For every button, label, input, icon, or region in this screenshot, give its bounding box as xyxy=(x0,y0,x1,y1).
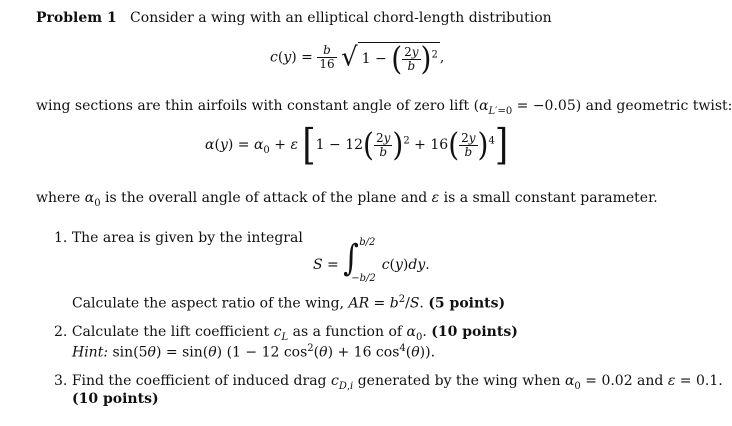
item-2-number: 2. xyxy=(54,324,68,340)
where-text-a: where xyxy=(36,190,85,206)
item-1-calc-text: Calculate the aspect ratio of the wing, xyxy=(72,295,349,312)
hint-label: Hint: xyxy=(72,344,109,361)
chord-coef-den: 16 xyxy=(319,57,335,71)
area-integral: S = ∫ b/2 −b/2 c(y)dy. xyxy=(313,237,430,284)
integral-lower: −b/2 xyxy=(351,273,376,284)
wing-sections-line: wing sections are thin airfoils with constant angle of zero lift $(\alpha_{L'=0} = -0.05)$ and geometric twist: xyxy=(36,98,732,117)
item-3-points: (10 points) xyxy=(72,391,159,407)
item-3-eps-value: 0.1 xyxy=(696,373,719,389)
chord-coef-num: b xyxy=(323,43,331,57)
where-text-c: is a small constant parameter. xyxy=(439,190,658,206)
item-1-points: (5 points) xyxy=(428,295,506,312)
item-2-text-a: Calculate the lift coefficient xyxy=(71,324,274,340)
item-2-hint: Hint: sin(5θ) = sin(θ) (1 − 12 $\cos^2(\theta) + 16$ $\cos^4(\theta)$). xyxy=(72,343,436,361)
wing-alpha-value: −0.05 xyxy=(532,98,576,114)
wing-text-a: wing sections are thin airfoils with constant angle of zero lift ( xyxy=(36,98,480,114)
item-3-points-line xyxy=(72,391,159,407)
twist-const-12: 12 xyxy=(345,137,364,153)
item-2-text-b: as a function of xyxy=(288,324,407,340)
item-2-points: (10 points) xyxy=(431,324,518,340)
item-1-number: 1. xyxy=(54,230,68,246)
item-3-alpha0-value: 0.02 xyxy=(601,373,633,389)
item-3-text-c: and xyxy=(632,373,668,389)
problem-intro: Consider a wing with an elliptical chord-length distribution xyxy=(130,10,552,26)
where-line: where $\alpha_0$ is the overall angle of attack of the plane and ε is a small constant parameter. xyxy=(36,190,658,209)
item-3-text-a: Find the coefficient of induced drag xyxy=(71,373,331,389)
problem-header xyxy=(36,10,552,26)
chord-equation: c(y) = $\frac{b}{16}$ √ 1 − ( $\frac{2y}{b}$ )$^2$ , xyxy=(270,39,445,78)
item-1-text: The area is given by the integral xyxy=(71,230,303,246)
item-3-number: 3. xyxy=(54,373,68,389)
item-1-calc: Calculate the aspect ratio of the wing, AR = $b^2/S$. (5 points) xyxy=(72,294,506,312)
where-text-b: is the overall angle of attack of the plane and xyxy=(100,190,432,206)
item-3: 3. Find the coefficient of induced drag $c_{D,i}$ generated by the wing when $\alpha_0 = 0.02$ and ε = 0.1. xyxy=(54,373,723,392)
item-3-text-b: generated by the wing when xyxy=(353,373,565,389)
twist-const-16: 16 xyxy=(430,137,449,153)
problem-label: Problem 1 xyxy=(36,10,117,26)
item-1 xyxy=(54,230,303,246)
integral-upper: b/2 xyxy=(359,237,376,248)
item-2: 2. Calculate the lift coefficient $c_L$ as a function of $\alpha_0$. (10 points) xyxy=(54,324,518,343)
twist-equation: $\alpha(y) = \alpha_0 + \varepsilon$ [1 − 12( $\frac{2y}{b}$ )$^2$ + 16( $\frac{2y}{b}$ )$^4$] xyxy=(205,120,509,170)
wing-text-b: ) and geometric twist: xyxy=(575,98,732,114)
